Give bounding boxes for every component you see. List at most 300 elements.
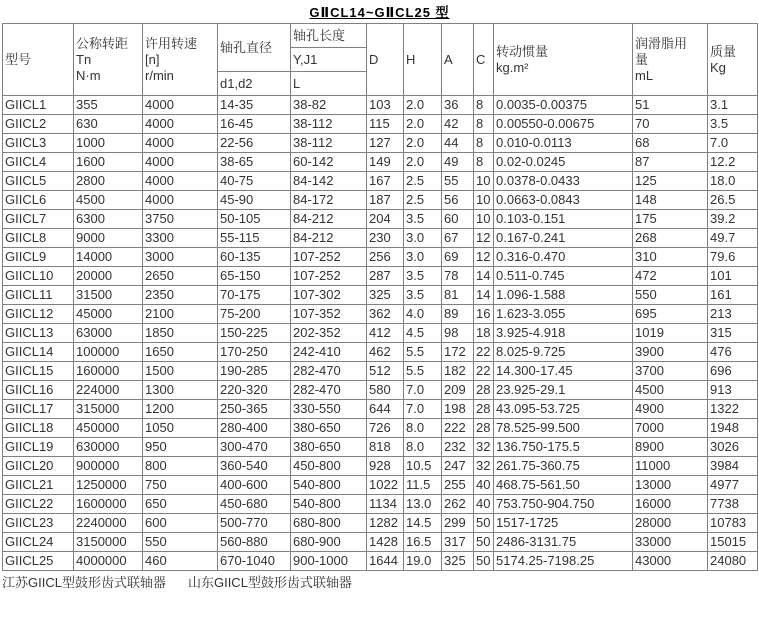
cell-A: 69 [442,248,474,267]
cell-speed: 650 [143,495,218,514]
cell-bore_length: 84-212 [291,210,367,229]
cell-A: 317 [442,533,474,552]
cell-bore_length: 900-1000 [291,552,367,571]
table-row [3,134,758,153]
cell-C: 10 [474,191,494,210]
cell-speed: 4000 [143,153,218,172]
col-header-model: 型号 [3,24,74,96]
col-subheader-bore-length-l: L [291,72,367,96]
col-header-d: D [367,24,404,96]
table-row [3,267,758,286]
cell-D: 1644 [367,552,404,571]
cell-bore_length: 107-352 [291,305,367,324]
cell-D: 462 [367,343,404,362]
col-header-h: H [404,24,442,96]
cell-bore_length: 282-470 [291,362,367,381]
cell-bore_length: 450-800 [291,457,367,476]
cell-mass: 18.0 [708,172,758,191]
cell-D: 1282 [367,514,404,533]
cell-A: 42 [442,115,474,134]
cell-torque: 20000 [74,267,143,286]
cell-bore_diameter: 38-65 [218,153,291,172]
cell-speed: 2650 [143,267,218,286]
cell-C: 10 [474,210,494,229]
cell-bore_diameter: 280-400 [218,419,291,438]
cell-C: 50 [474,552,494,571]
cell-C: 22 [474,343,494,362]
cell-torque: 45000 [74,305,143,324]
cell-model: GIICL20 [3,457,74,476]
cell-grease: 3900 [633,343,708,362]
cell-bore_diameter: 45-90 [218,191,291,210]
cell-bore_length: 680-800 [291,514,367,533]
cell-A: 262 [442,495,474,514]
cell-model: GIICL17 [3,400,74,419]
cell-grease: 28000 [633,514,708,533]
cell-C: 28 [474,400,494,419]
cell-mass: 15015 [708,533,758,552]
col-subheader-bore-diameter-d1d2: d1,d2 [218,72,291,96]
cell-mass: 1948 [708,419,758,438]
cell-bore_diameter: 500-770 [218,514,291,533]
cell-inertia: 1517-1725 [494,514,633,533]
col-header-bore-length: 轴孔长度 [291,24,367,48]
cell-speed: 600 [143,514,218,533]
cell-mass: 3984 [708,457,758,476]
cell-H: 2.0 [404,115,442,134]
cell-speed: 1650 [143,343,218,362]
cell-H: 2.0 [404,153,442,172]
cell-mass: 4977 [708,476,758,495]
cell-model: GIICL5 [3,172,74,191]
cell-inertia: 0.02-0.0245 [494,153,633,172]
cell-H: 4.5 [404,324,442,343]
cell-bore_diameter: 16-45 [218,115,291,134]
cell-mass: 3.1 [708,96,758,115]
cell-inertia: 78.525-99.500 [494,419,633,438]
col-header-inertia: 转动惯量 kg.m² [494,24,633,96]
footer-text-shandong: 山东GIICL型鼓形齿式联轴器 [187,575,352,590]
cell-mass: 213 [708,305,758,324]
cell-bore_diameter: 55-115 [218,229,291,248]
table-row [3,191,758,210]
cell-mass: 913 [708,381,758,400]
cell-mass: 3026 [708,438,758,457]
cell-model: GIICL8 [3,229,74,248]
table-row [3,286,758,305]
cell-model: GIICL16 [3,381,74,400]
cell-mass: 24080 [708,552,758,571]
cell-speed: 3300 [143,229,218,248]
cell-torque: 3150000 [74,533,143,552]
cell-A: 60 [442,210,474,229]
cell-A: 78 [442,267,474,286]
cell-torque: 6300 [74,210,143,229]
cell-D: 103 [367,96,404,115]
cell-inertia: 5174.25-7198.25 [494,552,633,571]
cell-speed: 1850 [143,324,218,343]
cell-bore_diameter: 360-540 [218,457,291,476]
cell-C: 50 [474,533,494,552]
cell-grease: 268 [633,229,708,248]
table-row [3,419,758,438]
col-header-c: C [474,24,494,96]
cell-D: 412 [367,324,404,343]
cell-grease: 125 [633,172,708,191]
cell-inertia: 0.316-0.470 [494,248,633,267]
cell-C: 8 [474,96,494,115]
cell-grease: 33000 [633,533,708,552]
cell-H: 14.5 [404,514,442,533]
cell-H: 3.5 [404,210,442,229]
cell-model: GIICL23 [3,514,74,533]
cell-model: GIICL6 [3,191,74,210]
cell-H: 7.0 [404,400,442,419]
cell-H: 13.0 [404,495,442,514]
cell-grease: 4500 [633,381,708,400]
cell-bore_diameter: 14-35 [218,96,291,115]
cell-torque: 14000 [74,248,143,267]
cell-bore_length: 84-212 [291,229,367,248]
table-row [3,381,758,400]
cell-speed: 4000 [143,96,218,115]
cell-D: 187 [367,191,404,210]
cell-model: GIICL15 [3,362,74,381]
cell-model: GIICL13 [3,324,74,343]
cell-C: 12 [474,229,494,248]
cell-A: 325 [442,552,474,571]
cell-mass: 10783 [708,514,758,533]
cell-D: 928 [367,457,404,476]
cell-bore_diameter: 65-150 [218,267,291,286]
table-row [3,533,758,552]
cell-model: GIICL12 [3,305,74,324]
cell-mass: 3.5 [708,115,758,134]
cell-bore_length: 107-302 [291,286,367,305]
cell-torque: 1000 [74,134,143,153]
cell-model: GIICL18 [3,419,74,438]
cell-inertia: 0.00550-0.00675 [494,115,633,134]
cell-C: 32 [474,438,494,457]
cell-grease: 51 [633,96,708,115]
cell-grease: 87 [633,153,708,172]
table-row [3,438,758,457]
cell-bore_diameter: 250-365 [218,400,291,419]
cell-A: 81 [442,286,474,305]
cell-mass: 7738 [708,495,758,514]
cell-grease: 7000 [633,419,708,438]
col-header-mass: 质量 Kg [708,24,758,96]
cell-bore_length: 330-550 [291,400,367,419]
cell-A: 299 [442,514,474,533]
cell-mass: 476 [708,343,758,362]
cell-A: 209 [442,381,474,400]
cell-speed: 750 [143,476,218,495]
cell-H: 5.5 [404,343,442,362]
cell-torque: 355 [74,96,143,115]
col-header-speed: 许用转速 [n] r/min [143,24,218,96]
table-row [3,400,758,419]
cell-bore_diameter: 170-250 [218,343,291,362]
cell-C: 22 [474,362,494,381]
cell-bore_diameter: 220-320 [218,381,291,400]
cell-C: 16 [474,305,494,324]
cell-H: 3.5 [404,286,442,305]
cell-bore_diameter: 150-225 [218,324,291,343]
cell-grease: 1019 [633,324,708,343]
cell-C: 14 [474,267,494,286]
cell-inertia: 2486-3131.75 [494,533,633,552]
cell-speed: 1050 [143,419,218,438]
cell-speed: 950 [143,438,218,457]
cell-bore_length: 38-112 [291,134,367,153]
cell-grease: 4900 [633,400,708,419]
cell-bore_diameter: 70-175 [218,286,291,305]
cell-C: 8 [474,134,494,153]
cell-model: GIICL21 [3,476,74,495]
cell-grease: 148 [633,191,708,210]
cell-bore_diameter: 60-135 [218,248,291,267]
cell-A: 89 [442,305,474,324]
cell-speed: 4000 [143,115,218,134]
cell-torque: 160000 [74,362,143,381]
cell-A: 44 [442,134,474,153]
cell-D: 1022 [367,476,404,495]
cell-torque: 450000 [74,419,143,438]
cell-torque: 1600 [74,153,143,172]
cell-mass: 161 [708,286,758,305]
cell-D: 204 [367,210,404,229]
cell-model: GIICL19 [3,438,74,457]
cell-bore_diameter: 40-75 [218,172,291,191]
cell-speed: 4000 [143,134,218,153]
cell-grease: 8900 [633,438,708,457]
cell-D: 818 [367,438,404,457]
table-row [3,343,758,362]
cell-A: 172 [442,343,474,362]
cell-bore_diameter: 670-1040 [218,552,291,571]
cell-mass: 26.5 [708,191,758,210]
cell-inertia: 23.925-29.1 [494,381,633,400]
cell-D: 287 [367,267,404,286]
cell-H: 19.0 [404,552,442,571]
cell-D: 362 [367,305,404,324]
cell-mass: 39.2 [708,210,758,229]
cell-bore_length: 380-650 [291,419,367,438]
cell-grease: 68 [633,134,708,153]
cell-inertia: 0.167-0.241 [494,229,633,248]
cell-speed: 460 [143,552,218,571]
cell-model: GIICL1 [3,96,74,115]
cell-model: GIICL7 [3,210,74,229]
cell-inertia: 43.095-53.725 [494,400,633,419]
cell-bore_diameter: 22-56 [218,134,291,153]
cell-H: 3.0 [404,248,442,267]
cell-D: 256 [367,248,404,267]
col-header-bore-diameter: 轴孔直径 [218,24,291,72]
col-header-torque: 公称转距 Tn N·m [74,24,143,96]
cell-H: 2.0 [404,134,442,153]
cell-inertia: 0.0663-0.0843 [494,191,633,210]
cell-bore_length: 84-172 [291,191,367,210]
cell-D: 580 [367,381,404,400]
cell-D: 325 [367,286,404,305]
cell-inertia: 0.0035-0.00375 [494,96,633,115]
cell-C: 40 [474,476,494,495]
cell-C: 32 [474,457,494,476]
cell-D: 115 [367,115,404,134]
cell-C: 10 [474,172,494,191]
cell-mass: 7.0 [708,134,758,153]
table-row [3,115,758,134]
footer-text-jiangsu: 江苏GIICL型鼓形齿式联轴器 [2,575,166,590]
cell-bore_length: 540-800 [291,495,367,514]
cell-D: 1134 [367,495,404,514]
cell-bore_diameter: 560-880 [218,533,291,552]
cell-H: 3.5 [404,267,442,286]
cell-C: 18 [474,324,494,343]
cell-C: 8 [474,115,494,134]
cell-H: 7.0 [404,381,442,400]
cell-D: 230 [367,229,404,248]
cell-bore_diameter: 50-105 [218,210,291,229]
cell-grease: 550 [633,286,708,305]
table-header [3,24,758,96]
cell-grease: 175 [633,210,708,229]
cell-H: 16.5 [404,533,442,552]
col-header-grease: 润滑脂用 量 mL [633,24,708,96]
cell-mass: 12.2 [708,153,758,172]
cell-torque: 31500 [74,286,143,305]
cell-A: 182 [442,362,474,381]
table-row [3,248,758,267]
cell-grease: 16000 [633,495,708,514]
cell-speed: 4000 [143,172,218,191]
cell-model: GIICL22 [3,495,74,514]
cell-torque: 630 [74,115,143,134]
cell-inertia: 3.925-4.918 [494,324,633,343]
cell-bore_length: 107-252 [291,248,367,267]
cell-A: 49 [442,153,474,172]
cell-torque: 630000 [74,438,143,457]
cell-model: GIICL3 [3,134,74,153]
cell-torque: 9000 [74,229,143,248]
cell-C: 40 [474,495,494,514]
cell-H: 2.0 [404,96,442,115]
cell-H: 2.5 [404,191,442,210]
cell-inertia: 0.0378-0.0433 [494,172,633,191]
cell-A: 36 [442,96,474,115]
cell-bore_length: 202-352 [291,324,367,343]
cell-A: 255 [442,476,474,495]
cell-torque: 2800 [74,172,143,191]
cell-torque: 63000 [74,324,143,343]
cell-A: 232 [442,438,474,457]
cell-inertia: 1.623-3.055 [494,305,633,324]
table-row [3,229,758,248]
cell-speed: 4000 [143,191,218,210]
cell-bore_diameter: 190-285 [218,362,291,381]
spec-table [2,23,758,571]
cell-inertia: 468.75-561.50 [494,476,633,495]
cell-speed: 550 [143,533,218,552]
cell-bore_length: 680-900 [291,533,367,552]
cell-torque: 2240000 [74,514,143,533]
cell-D: 644 [367,400,404,419]
cell-inertia: 261.75-360.75 [494,457,633,476]
cell-A: 56 [442,191,474,210]
cell-bore_length: 38-112 [291,115,367,134]
cell-H: 11.5 [404,476,442,495]
cell-A: 67 [442,229,474,248]
cell-mass: 79.6 [708,248,758,267]
cell-C: 50 [474,514,494,533]
table-row [3,552,758,571]
cell-A: 98 [442,324,474,343]
cell-D: 149 [367,153,404,172]
cell-inertia: 0.511-0.745 [494,267,633,286]
table-row [3,495,758,514]
cell-bore_diameter: 300-470 [218,438,291,457]
cell-grease: 43000 [633,552,708,571]
table-row [3,153,758,172]
footer [2,572,759,591]
cell-bore_diameter: 450-680 [218,495,291,514]
table-row [3,514,758,533]
cell-inertia: 0.103-0.151 [494,210,633,229]
cell-bore_length: 242-410 [291,343,367,362]
cell-mass: 315 [708,324,758,343]
cell-C: 28 [474,419,494,438]
cell-bore_length: 540-800 [291,476,367,495]
cell-C: 12 [474,248,494,267]
cell-bore_length: 380-650 [291,438,367,457]
cell-D: 512 [367,362,404,381]
table-row [3,96,758,115]
table-row [3,457,758,476]
cell-model: GIICL4 [3,153,74,172]
cell-speed: 1200 [143,400,218,419]
table-row [3,324,758,343]
cell-D: 1428 [367,533,404,552]
cell-grease: 472 [633,267,708,286]
cell-torque: 100000 [74,343,143,362]
cell-bore_length: 60-142 [291,153,367,172]
cell-mass: 1322 [708,400,758,419]
cell-D: 167 [367,172,404,191]
cell-grease: 310 [633,248,708,267]
cell-mass: 696 [708,362,758,381]
cell-speed: 800 [143,457,218,476]
cell-H: 8.0 [404,419,442,438]
table-body [3,96,758,571]
cell-torque: 1600000 [74,495,143,514]
cell-speed: 1500 [143,362,218,381]
table-row [3,476,758,495]
table-row [3,305,758,324]
cell-torque: 315000 [74,400,143,419]
cell-bore_length: 282-470 [291,381,367,400]
cell-bore_length: 107-252 [291,267,367,286]
cell-torque: 4000000 [74,552,143,571]
cell-D: 127 [367,134,404,153]
cell-bore_length: 38-82 [291,96,367,115]
cell-speed: 2100 [143,305,218,324]
cell-model: GIICL24 [3,533,74,552]
cell-torque: 224000 [74,381,143,400]
cell-inertia: 136.750-175.5 [494,438,633,457]
cell-inertia: 0.010-0.0113 [494,134,633,153]
